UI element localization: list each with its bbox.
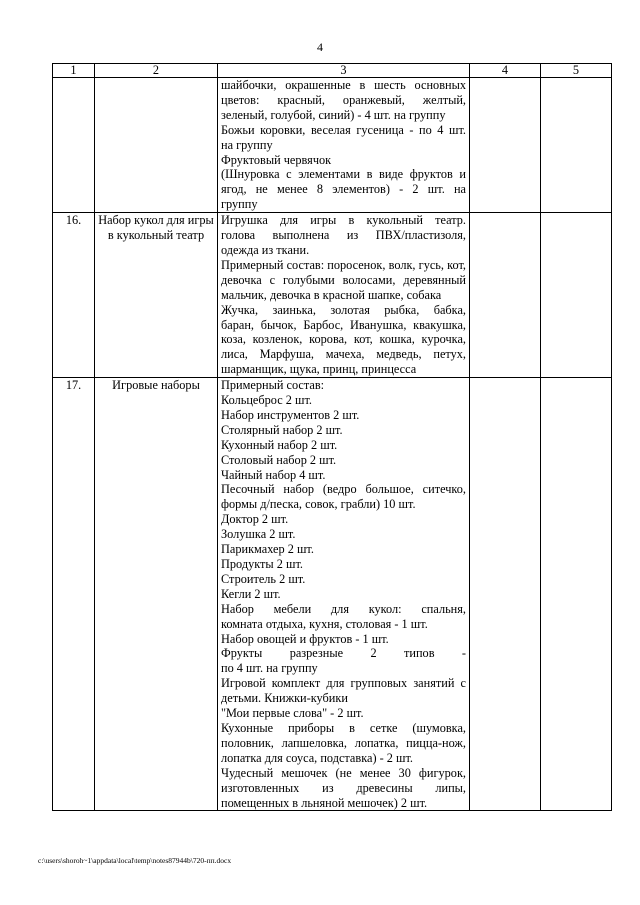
row-name: Игровые наборы bbox=[95, 378, 218, 811]
row-cell-4 bbox=[470, 213, 541, 378]
description-line: Набор инструментов 2 шт. bbox=[221, 407, 360, 422]
description-line: Божьи коровки, веселая гусеница - по 4 шт. bbox=[221, 122, 466, 137]
description-line: "Мои первые слова" - 2 шт. bbox=[221, 706, 364, 721]
row-cell-5 bbox=[541, 378, 612, 811]
description-line: Строитель 2 шт. bbox=[221, 571, 306, 586]
description-line: мальчик, девочка в красной шапке, собака bbox=[221, 287, 442, 302]
description-line: Золушка 2 шт. bbox=[221, 527, 296, 542]
header-cell-2: 2 bbox=[95, 64, 218, 78]
description-line: Кольцеброс 2 шт. bbox=[221, 393, 312, 408]
header-cell-1: 1 bbox=[53, 64, 95, 78]
description-line: Примерный состав: bbox=[221, 378, 325, 393]
description-line: Набор мебели для кукол: спальня, bbox=[221, 601, 466, 616]
description-line: девочка с голубыми волосами, деревянный bbox=[221, 272, 466, 287]
document-path-footer: c:\users\shoroh~1\appdata\local\temp\notes87944b\720-пп.docx bbox=[38, 856, 232, 865]
description-line: баран, бычок, Барбос, Иванушка, квакушка, bbox=[221, 317, 466, 332]
description-line: Игровой комплект для групповых занятий с bbox=[221, 676, 466, 691]
description-line: Доктор 2 шт. bbox=[221, 512, 289, 527]
table-row bbox=[53, 213, 612, 378]
description-line: Кухонные приборы в сетке (шумовка, bbox=[221, 720, 466, 735]
description-line: (Шнуровка с элементами в виде фруктов и bbox=[221, 167, 466, 182]
row-cell-5 bbox=[541, 213, 612, 378]
description-line: ягод, не менее 8 элементов) - 2 шт. на bbox=[221, 182, 466, 197]
description-line: зеленый, голубой, синий) - 4 шт. на группу bbox=[221, 107, 446, 122]
header-cell-3: 3 bbox=[218, 64, 470, 78]
description-line: Игрушка для игры в кукольный театр. bbox=[221, 213, 466, 228]
page-number: 4 bbox=[317, 40, 323, 54]
description-line: Столовый набор 2 шт. bbox=[221, 452, 337, 467]
description-line: Примерный состав: поросенок, волк, гусь, кот, bbox=[221, 257, 466, 272]
description-line: на группу bbox=[221, 137, 273, 152]
row-number: 16. bbox=[53, 213, 95, 378]
description-line: Фруктовый червячок bbox=[221, 152, 332, 167]
description-line: Жучка, заинька, золотая рыбка, бабка, bbox=[221, 302, 466, 317]
description-line: детьми. Книжки-кубики bbox=[221, 691, 348, 706]
row-description bbox=[218, 213, 470, 378]
row-name bbox=[95, 78, 218, 213]
description-line: изготовленных из древесины липы, bbox=[221, 780, 466, 795]
description-line: Столярный набор 2 шт. bbox=[221, 422, 343, 437]
row-number: 17. bbox=[53, 378, 95, 811]
description-line: Кухонный набор 2 шт. bbox=[221, 437, 338, 452]
description-line: по 4 шт. на группу bbox=[221, 661, 318, 676]
description-line: Парикмахер 2 шт. bbox=[221, 542, 314, 557]
header-cell-4: 4 bbox=[470, 64, 541, 78]
description-line: Чудесный мешочек (не менее 30 фигурок, bbox=[221, 765, 466, 780]
row-cell-4 bbox=[470, 378, 541, 811]
description-line: Песочный набор (ведро большое, ситечко, bbox=[221, 482, 466, 497]
description-line: одежда из ткани. bbox=[221, 242, 310, 257]
table-header-row bbox=[53, 64, 612, 78]
description-line: Кегли 2 шт. bbox=[221, 586, 281, 601]
header-cell-5: 5 bbox=[541, 64, 612, 78]
row-name: Набор кукол для игры в кукольный театр bbox=[95, 213, 218, 378]
description-line: Фрукты разрезные 2 типов - bbox=[221, 646, 466, 661]
description-line: половник, лапшеловка, лопатка, пицца-нож, bbox=[221, 735, 466, 750]
table-row bbox=[53, 78, 612, 213]
description-line: голова выполнена из ПВХ/пластизоля, bbox=[221, 228, 466, 243]
description-line: цветов: красный, оранжевый, желтый, bbox=[221, 92, 466, 107]
row-cell-4 bbox=[470, 78, 541, 213]
description-line: формы д/песка, совок, грабли) 10 шт. bbox=[221, 497, 416, 512]
row-description bbox=[218, 78, 470, 213]
description-line: Набор овощей и фруктов - 1 шт. bbox=[221, 631, 389, 646]
description-line: помещенных в льняной мешочек) 2 шт. bbox=[221, 795, 428, 810]
description-line: Чайный набор 4 шт. bbox=[221, 467, 326, 482]
description-line: коза, козленок, корова, кот, кошка, курочка, bbox=[221, 332, 466, 347]
description-line: шарманщик, щука, принц, принцесса bbox=[221, 362, 417, 377]
row-description bbox=[218, 378, 470, 811]
row-number bbox=[53, 78, 95, 213]
equipment-table bbox=[52, 63, 612, 811]
description-line: лиса, Марфуша, мачеха, медведь, петух, bbox=[221, 347, 466, 362]
description-line: лопатка для соуса, подставка) - 2 шт. bbox=[221, 750, 414, 765]
row-cell-5 bbox=[541, 78, 612, 213]
description-line: шайбочки, окрашенные в шесть основных bbox=[221, 78, 466, 92]
description-line: группу bbox=[221, 197, 258, 212]
description-line: комната отдыха, кухня, столовая - 1 шт. bbox=[221, 616, 428, 631]
table-row bbox=[53, 378, 612, 811]
description-line: Продукты 2 шт. bbox=[221, 557, 303, 571]
